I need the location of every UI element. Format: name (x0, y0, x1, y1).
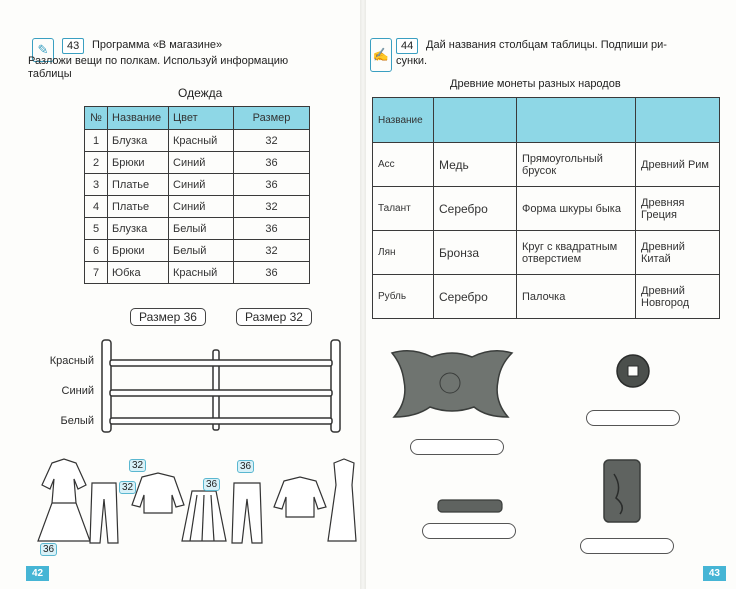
clothing-tag: 36 (40, 543, 57, 556)
cell: 36 (234, 152, 310, 174)
col-name: Название (108, 107, 169, 130)
cell: Прямоугольный брусок (517, 143, 636, 187)
clothing-tag: 36 (203, 478, 220, 491)
cell: 32 (234, 130, 310, 152)
table-row (85, 262, 310, 284)
table-row (85, 240, 310, 262)
col-color: Цвет (169, 107, 234, 130)
page-number: 42 (26, 566, 49, 581)
task-number: 43 (62, 38, 84, 54)
cell: Синий (169, 174, 234, 196)
coin-stick (436, 496, 506, 516)
cell: Палочка (517, 275, 636, 319)
cell: 4 (85, 196, 108, 218)
cell: Древний Китай (636, 231, 720, 275)
cell: 36 (234, 174, 310, 196)
coin-bull-hide (382, 345, 522, 425)
clothing-tag: 36 (237, 460, 254, 473)
cell: Брюки (108, 240, 169, 262)
cell: Древний Новгород (636, 275, 720, 319)
table-row (85, 196, 310, 218)
cell: Лян (373, 231, 434, 275)
col-size: Размер (234, 107, 310, 130)
right-page (362, 0, 736, 589)
col-header-blank (517, 98, 636, 143)
col-num: № (85, 107, 108, 130)
table-caption: Древние монеты разных народов (450, 78, 621, 90)
shelf-label-red: Красный (49, 355, 94, 367)
cell: Юбка (108, 262, 169, 284)
shelf-label-white: Белый (60, 415, 94, 427)
cell: Асс (373, 143, 434, 187)
cell: Медь (434, 143, 517, 187)
clothing-tag: 32 (119, 481, 136, 494)
task-instruction: Разложи вещи по полкам. Используй информацию (28, 55, 289, 67)
table-row (373, 275, 720, 319)
cell: Красный (169, 130, 234, 152)
col-header-blank (636, 98, 720, 143)
table-header-row (85, 107, 310, 130)
table-row (85, 152, 310, 174)
coin-label-blank[interactable] (410, 439, 504, 455)
table-caption: Одежда (178, 86, 223, 100)
cell: 36 (234, 218, 310, 240)
coin-label-blank[interactable] (586, 410, 680, 426)
coin-bar (600, 456, 646, 526)
cell: 36 (234, 262, 310, 284)
task-instruction-cont: сунки. (396, 55, 428, 67)
table-row (85, 218, 310, 240)
size-32-box: Размер 32 (236, 308, 312, 326)
col-header-blank (434, 98, 517, 143)
cell: 32 (234, 240, 310, 262)
cell: Форма шкуры быка (517, 187, 636, 231)
cell: Красный (169, 262, 234, 284)
task-icon: ✎ (32, 38, 54, 62)
cell: Платье (108, 196, 169, 218)
cell: Талант (373, 187, 434, 231)
cell: 1 (85, 130, 108, 152)
size-36-box: Размер 36 (130, 308, 206, 326)
cell: Брюки (108, 152, 169, 174)
cell: Синий (169, 152, 234, 174)
cell: Синий (169, 196, 234, 218)
coin-label-blank[interactable] (580, 538, 674, 554)
cell: Блузка (108, 130, 169, 152)
task-title: Программа «В магазине» (92, 39, 223, 51)
cell: 2 (85, 152, 108, 174)
left-page (0, 0, 362, 589)
cell: Рубль (373, 275, 434, 319)
cell: 7 (85, 262, 108, 284)
clothing-tag: 32 (129, 459, 146, 472)
cell: Серебро (434, 187, 517, 231)
coins-table (372, 97, 720, 319)
table-row (373, 143, 720, 187)
cell: Древний Рим (636, 143, 720, 187)
coin-round-hole (613, 351, 653, 391)
table-row (85, 174, 310, 196)
table-header-row (373, 98, 720, 143)
page-number: 43 (703, 566, 726, 581)
shelf-label-blue: Синий (61, 385, 94, 397)
coin-label-blank[interactable] (422, 523, 516, 539)
table-row (85, 130, 310, 152)
clothes-table (84, 106, 310, 284)
cell: Серебро (434, 275, 517, 319)
cell: Белый (169, 218, 234, 240)
cell: Круг с квадратным отверстием (517, 231, 636, 275)
cell: Платье (108, 174, 169, 196)
table-row (373, 187, 720, 231)
clothing-illustrations (12, 455, 357, 555)
cell: Древняя Греция (636, 187, 720, 231)
task-instruction-cont: таблицы (28, 68, 72, 80)
col-header-name: Название (373, 98, 434, 143)
cell: 32 (234, 196, 310, 218)
table-row (373, 231, 720, 275)
cell: 3 (85, 174, 108, 196)
task-icon: ✍ (370, 38, 392, 72)
task-number: 44 (396, 38, 418, 54)
task-instruction: Дай названия столбцам таблицы. Подпиши ри- (426, 39, 667, 51)
cell: Блузка (108, 218, 169, 240)
shelf-rack (98, 338, 348, 438)
cell: Бронза (434, 231, 517, 275)
cell: 6 (85, 240, 108, 262)
cell: Белый (169, 240, 234, 262)
cell: 5 (85, 218, 108, 240)
